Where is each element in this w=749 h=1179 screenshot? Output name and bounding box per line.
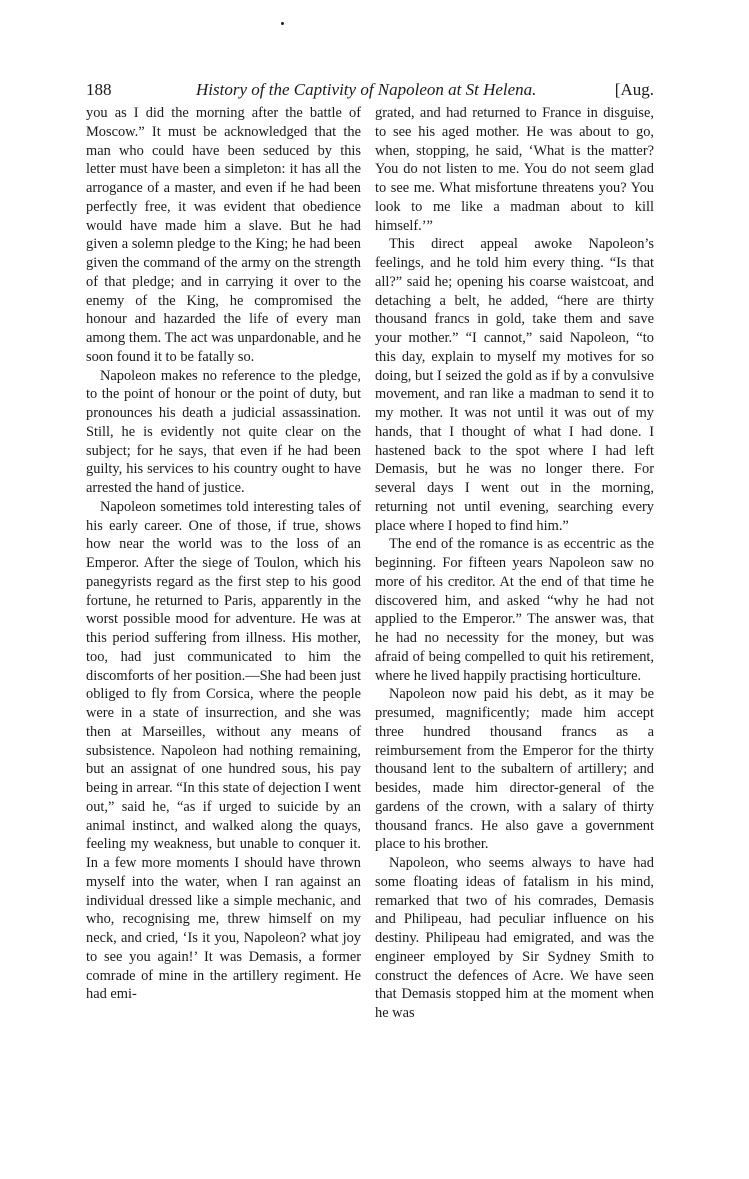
paragraph: The end of the romance is as eccentric as the beginning. For fifteen years Napoleon saw no more of his creditor. At the end of that time he discovered him, and asked “why he had not applied to the Emperor.” The answer was, that he had no necessity for the money, but was afraid of being compelled to quit his retirement, where he lived happily practising horticulture.: [375, 536, 654, 684]
paragraph: Napoleon sometimes told interesting tales of his early career. One of those, if true, shows how near the world was to the loss of an Emperor. After the siege of Toulon, which his panegyrists regard as the first step to his good fortune, he returned to Paris, apparently in the worst possible mood for adventure. He was at this period suffering from illness. His mother, too, had just communicated to him the discomforts of her position.—She had been just obliged to fly from Corsica, where the people were in a state of insurrection, and she was then at Marseilles, without any means of subsistence. Napoleon had nothing remaining, but an assignat of one hundred sous, his pay being in arrear. “In this state of dejection I went out,” said he, “as if urged to suicide by an animal instinct, and walked along the quays, feeling my weakness, but unable to conquer it. In a few more moments I should have thrown myself into the water, when I ran against an individual dressed like a simple mechanic, and who, recognising me, threw himself on my neck, and cried, ‘Is it you, Napoleon? what joy to see you again!’ It was Demasis, a former comrade of mine in the artillery regiment. He had emi-: [86, 498, 361, 1003]
right-column: [375, 104, 654, 1023]
page-number: 188: [86, 80, 112, 99]
running-header: [86, 78, 654, 102]
paragraph: grated, and had returned to France in disguise, to see his aged mother. He was about to go, when, stopping, he said, ‘What is the matter? You do not listen to me. You do not seem glad to see me. What misfortune threatens you? You look to me like a madman about to kill himself.’”: [375, 105, 654, 234]
paragraph: you as I did the morning after the battle of Moscow.” It must be acknowledged that the man who could have been seduced by this letter must have been a simpleton: it has all the arrogance of a master, and even if he had been perfectly free, it was evident that obedience would have made him a slave. But he had given a solemn pledge to the King; he had been given the command of the army on the strength of that pledge; and in carrying it over to the enemy of the King, he compromised the honour and hazarded the life of every man among them. The act was unpardonable, and he soon found it to be fatally so.: [86, 105, 361, 365]
paragraph: Napoleon now paid his debt, as it may be presumed, magnificently; made him accept three hundred thousand francs as a reimbursement from the Emperor for the thirty thousand lent to the subaltern of artillery; and besides, made him director-general of the gardens of the crown, with a salary of thirty thousand francs. He also gave a government place to his brother.: [375, 686, 654, 853]
paragraph: Napoleon, who seems always to have had some floating ideas of fatalism in his mind, remarked that two of his comrades, Demasis and Philipeau, had peculiar influence on his destiny. Philipeau had emigrated, and was the engineer employed by Sir Sydney Smith to construct the defences of Acre. We have seen that Demasis stopped him at the moment when he was: [375, 855, 654, 1021]
printer-mark: [281, 22, 284, 25]
paragraph: Napoleon makes no reference to the pledge, to the point of honour or the point of duty, but pronounces his death a judicial assassination. Still, he is evidently not quite clear on the subject; for he says, that even if he had been guilty, his services to his country ought to have arrested the hand of justice.: [86, 367, 361, 496]
running-title: History of the Captivity of Napoleon at St Helena.: [196, 80, 537, 99]
paragraph: This direct appeal awoke Napoleon’s feelings, and he told him every thing. “Is that all?” said he; opening his coarse waistcoat, and detaching a belt, he added, “here are thirty thousand francs in gold, take them and save your mother.” “I cannot,” said Napoleon, “to this day, explain to myself my motives for so doing, but I seized the gold as if by a convulsive movement, and ran like a madman to send it to my mother. It was not until it was out of my hands, that I thought of what I had done. I hastened back to the spot where I had left Demasis, but he was no longer there. For several days I went out in the morning, returning not until evening, searching every place where I hoped to find him.”: [375, 236, 654, 534]
left-column: [86, 104, 361, 1004]
month-label: [Aug.: [614, 80, 654, 99]
